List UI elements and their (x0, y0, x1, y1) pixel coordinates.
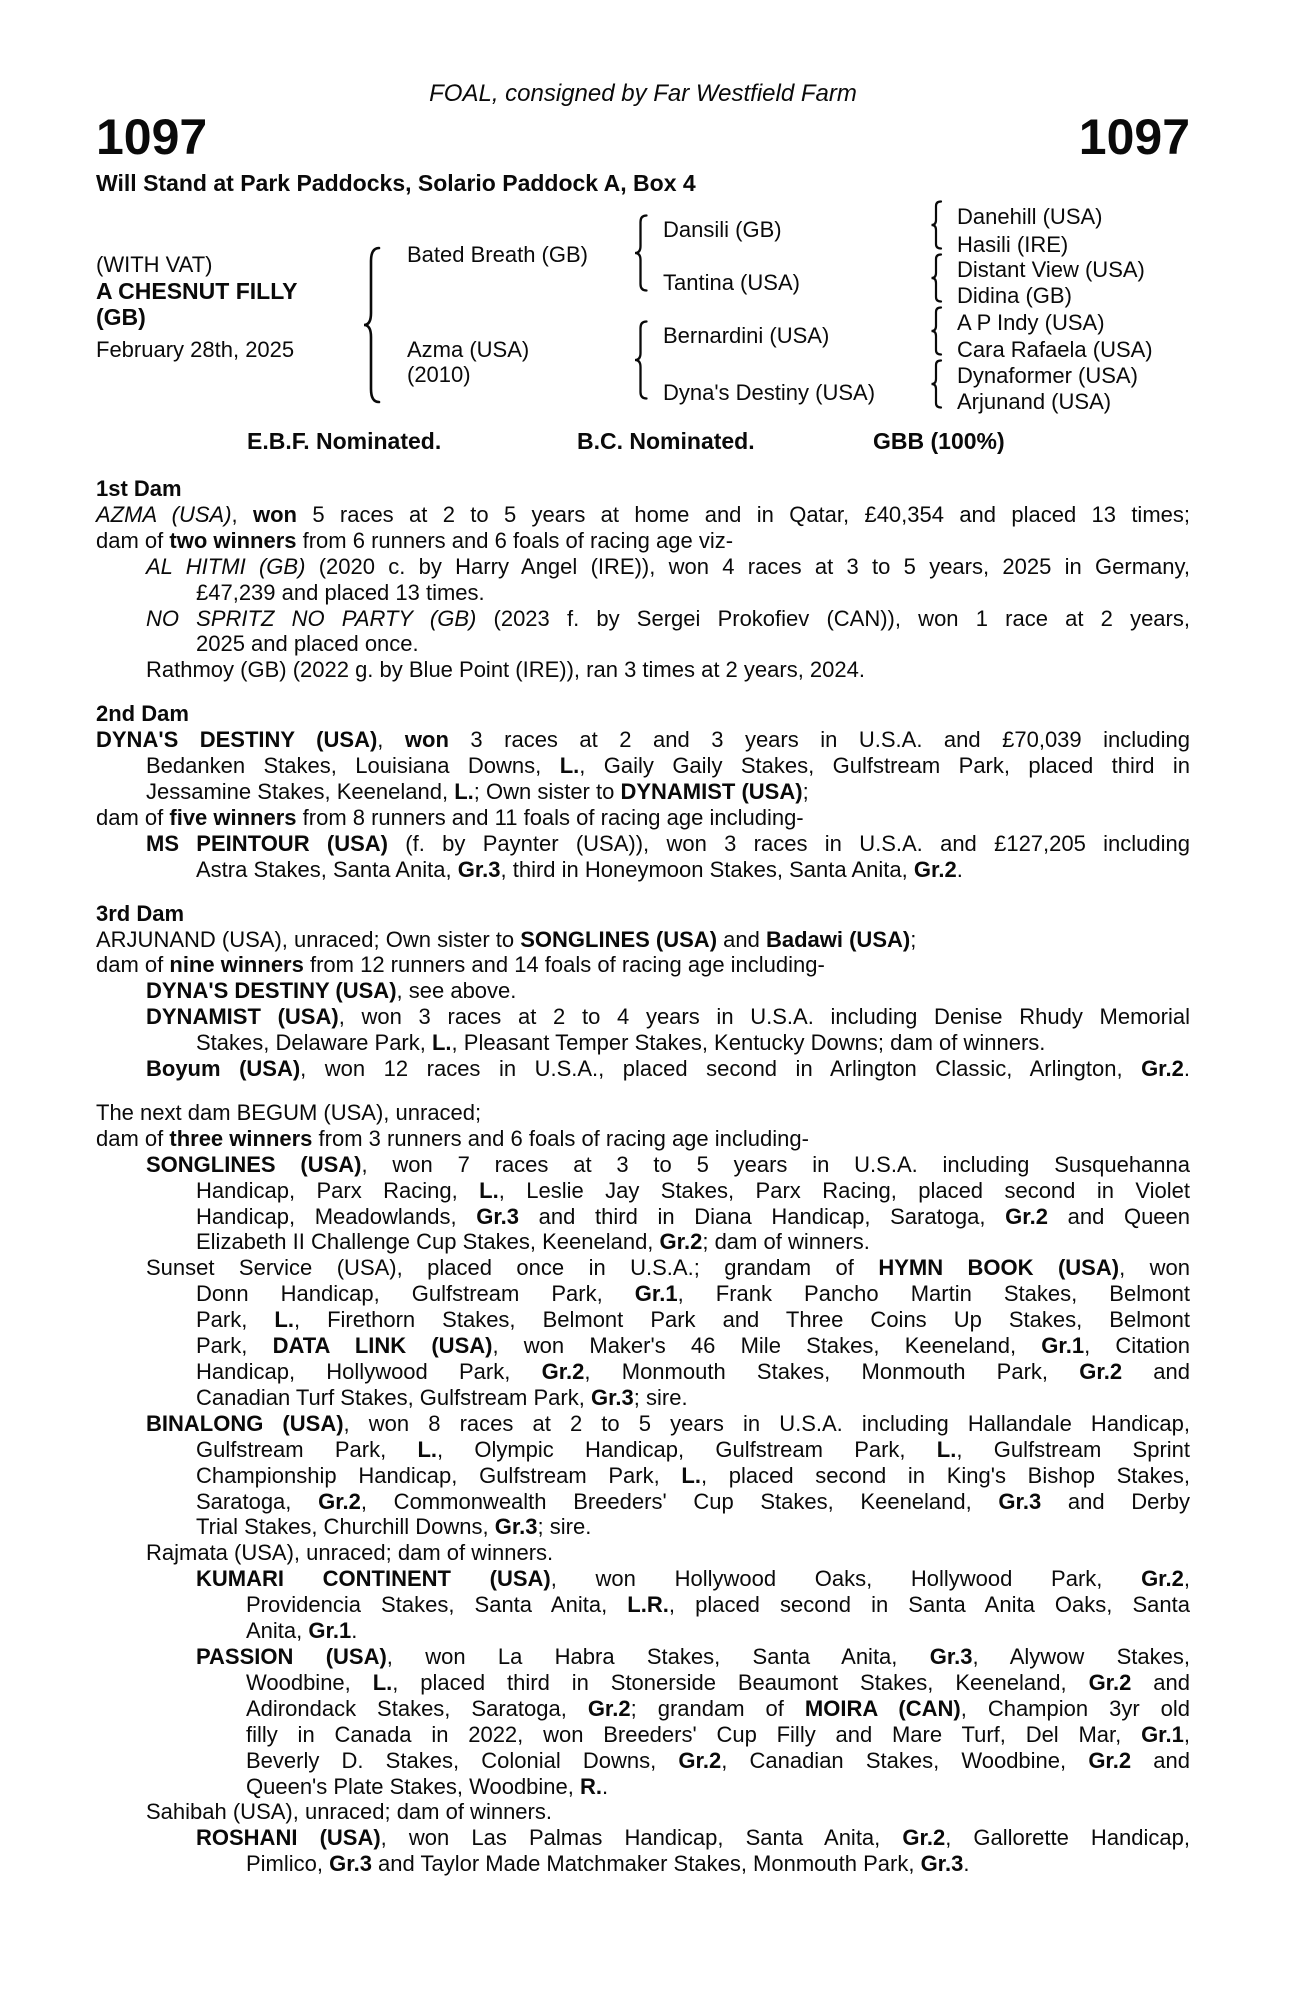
catalogue-line (96, 1592, 1190, 1618)
text-segment: Stakes, Delaware Park, (196, 1030, 432, 1056)
text-segment: (f. by Paynter (USA)), won 3 races in U.S.A. and £127,205 including (388, 830, 1191, 856)
text-segment: L. (559, 753, 580, 779)
text-segment: Gr.1 (308, 1618, 352, 1644)
text-segment: ; sire. (537, 1514, 592, 1540)
text-segment: Anita, (246, 1618, 309, 1644)
text-segment: from 12 runners and 14 foals of racing age including- (303, 952, 825, 978)
catalogue-line (96, 1644, 1190, 1670)
text-segment: filly in Canada in 2022, won Breeders' Cup Filly and Mare Turf, Del Mar, (246, 1721, 1142, 1747)
text-segment: , (1183, 1566, 1190, 1592)
text-segment: ; (910, 926, 917, 952)
catalogue-line (96, 1385, 1190, 1411)
text-segment: Sunset Service (USA), placed once in U.S.A.; grandam of (146, 1255, 879, 1281)
catalogue-line (96, 1748, 1190, 1774)
gen3-name: Arjunand (USA) (957, 389, 1112, 414)
text-segment: The next dam BEGUM (USA), unraced; (96, 1099, 482, 1125)
catalogue-line (96, 528, 1190, 554)
text-segment: , Gaily Gaily Stakes, Gulfstream Park, placed third in (579, 753, 1191, 779)
section-heading: 1st Dam (96, 476, 182, 501)
text-segment: . (963, 1851, 970, 1877)
section-heading: 2nd Dam (96, 701, 189, 727)
text-segment: Gr.2 (587, 1695, 631, 1721)
brace-icon (362, 246, 382, 404)
gen2-sire-sire: Dansili (GB) (663, 217, 782, 242)
text-segment: , won 3 races at 2 to 4 years in U.S.A. including Denise Rhudy Memorial (338, 1004, 1190, 1030)
text-segment: Gr.2 (1141, 1566, 1184, 1592)
catalogue (96, 476, 1190, 1877)
text-segment: , won (1119, 1255, 1190, 1281)
dam-section (96, 1100, 1190, 1877)
text-segment: DYNAMIST (USA) (620, 778, 803, 804)
section-heading: 3rd Dam (96, 900, 185, 926)
catalogue-line (96, 1670, 1190, 1696)
text-segment: , won 12 races in U.S.A., placed second in Arlington Classic, Arlington, (300, 1056, 1142, 1082)
text-segment: , won Maker's 46 Mile Stakes, Keeneland, (492, 1333, 1042, 1359)
text-segment: PASSION (USA) (196, 1643, 387, 1669)
text-segment: and third in Diana Handicap, Saratoga, (519, 1203, 1006, 1229)
text-segment: Elizabeth II Challenge Cup Stakes, Keeneland, (196, 1229, 660, 1255)
text-segment: BINALONG (USA) (146, 1410, 344, 1436)
text-segment: Gr.3 (329, 1851, 372, 1877)
gen3-name: Didina (GB) (957, 283, 1072, 308)
catalogue-line (96, 1825, 1190, 1851)
catalogue-line (96, 1618, 1190, 1644)
text-segment: L. (274, 1307, 294, 1333)
text-segment: ; sire. (633, 1384, 688, 1410)
text-segment: Gulfstream Park, (196, 1436, 418, 1462)
gen3-name: Hasili (IRE) (957, 232, 1069, 257)
catalogue-line (96, 1489, 1190, 1515)
catalogue-line (96, 753, 1190, 779)
gen3-name: Distant View (USA) (957, 257, 1145, 282)
text-segment: HYMN BOOK (USA) (878, 1255, 1120, 1281)
catalogue-line (96, 952, 1190, 978)
catalogue-line (96, 1851, 1190, 1877)
catalogue-line (96, 1722, 1190, 1748)
text-segment: and Taylor Made Matchmaker Stakes, Monmouth Park, (371, 1851, 921, 1877)
text-segment: , Gulfstream Sprint (956, 1436, 1191, 1462)
text-segment: Providencia Stakes, Santa Anita, (246, 1592, 628, 1618)
catalogue-line (96, 1437, 1190, 1463)
text-segment: Handicap, Hollywood Park, (196, 1359, 542, 1384)
catalogue-line (96, 502, 1190, 528)
text-segment: Jessamine Stakes, Keeneland, (146, 778, 455, 804)
text-segment: , placed third in Stonerside Beaumont Stakes, Keeneland, (392, 1669, 1089, 1695)
text-segment: , Canadian Stakes, Woodbine, (721, 1747, 1089, 1773)
text-segment: ARJUNAND (USA), unraced; Own sister to (96, 926, 521, 952)
gen3-name: Cara Rafaela (USA) (957, 337, 1153, 362)
catalogue-line (96, 727, 1190, 753)
text-segment: SONGLINES (USA) (520, 926, 718, 952)
catalogue-line (96, 857, 1190, 883)
text-segment: MS PEINTOUR (USA) (146, 830, 388, 856)
text-segment: AL HITMI (GB) (146, 553, 306, 579)
text-segment: Gr.3 (998, 1488, 1042, 1514)
catalogue-line (96, 978, 1190, 1004)
gbb-badge: GBB (100%) (873, 428, 1005, 454)
text-segment: from 6 runners and 6 foals of racing age viz- (296, 527, 734, 553)
text-segment: ; grandam of (630, 1695, 805, 1721)
catalogue-line (96, 1100, 1190, 1126)
text-segment: , (231, 501, 253, 527)
text-segment: Bedanken Stakes, Louisiana Downs, (146, 753, 560, 779)
text-segment: ROSHANI (USA) (196, 1825, 381, 1851)
lot-number-right: 1097 (1078, 109, 1190, 165)
catalogue-line (96, 1229, 1190, 1255)
text-segment: and Queen (1047, 1203, 1191, 1229)
dam-section (96, 701, 1190, 882)
text-segment: , Gallorette Handicap, (945, 1825, 1190, 1851)
text-segment: DYNA'S DESTINY (USA) (96, 727, 378, 753)
text-segment: Badawi (USA) (765, 926, 911, 952)
text-segment: , Champion 3yr old (960, 1695, 1191, 1721)
text-segment: L. (372, 1669, 393, 1695)
text-segment: won (404, 727, 449, 753)
text-segment: MOIRA (CAN) (804, 1695, 961, 1721)
text-segment: three winners (169, 1125, 313, 1151)
text-segment: Gr.2 (678, 1747, 722, 1773)
text-segment: Boyum (USA) (146, 1056, 301, 1082)
text-segment: ; Own sister to (473, 778, 621, 804)
text-segment: , third in Honeymoon Stakes, Santa Anita, (500, 856, 914, 882)
text-segment: Gr.2 (902, 1825, 946, 1851)
catalogue-line (96, 554, 1190, 580)
brace-icon (929, 200, 944, 250)
text-segment: Gr.2 (318, 1488, 361, 1514)
dam-section (96, 901, 1190, 1082)
text-segment: Park, (196, 1333, 273, 1359)
catalogue-line (96, 1030, 1190, 1056)
text-segment: , see above. (396, 978, 517, 1004)
text-segment: Beverly D. Stakes, Colonial Downs, (246, 1747, 679, 1773)
brace-icon (633, 214, 649, 292)
text-segment: Rajmata (USA), unraced; dam of winners. (146, 1540, 554, 1566)
text-segment: Gr.1 (1141, 1721, 1184, 1747)
text-segment: 3 races at 2 and 3 years in U.S.A. and £70,039 including (448, 727, 1190, 753)
text-segment: and (1122, 1359, 1190, 1384)
text-segment: dam of (96, 1125, 170, 1151)
gen2-sire-dam: Tantina (USA) (663, 270, 800, 295)
text-segment: . (602, 1773, 609, 1799)
bc-nomination: B.C. Nominated. (577, 428, 755, 454)
text-segment: L. (681, 1462, 701, 1488)
text-segment: , Citation (1084, 1333, 1191, 1359)
text-segment: , won 7 races at 3 to 5 years in U.S.A. including Susquehanna (361, 1151, 1190, 1177)
text-segment: nine winners (169, 952, 304, 978)
text-segment: Adirondack Stakes, Saratoga, (246, 1695, 588, 1721)
catalogue-line (96, 1126, 1190, 1152)
text-segment: 5 races at 2 to 5 years at home and in Qatar, £40,354 and placed 13 times; (296, 501, 1190, 527)
text-segment: , won Hollywood Oaks, Hollywood Park, (550, 1566, 1142, 1592)
subject-suffix: (GB) (96, 304, 146, 330)
text-segment: Gr.2 (1088, 1669, 1132, 1695)
text-segment: Canadian Turf Stakes, Gulfstream Park, (196, 1384, 591, 1410)
text-segment: Sahibah (USA), unraced; dam of winners. (146, 1799, 552, 1825)
catalogue-line (96, 1566, 1190, 1592)
brace-icon (929, 359, 944, 409)
text-segment: Gr.2 (1079, 1359, 1123, 1384)
text-segment: L. (454, 778, 474, 804)
text-segment: Gr.2 (1005, 1203, 1048, 1229)
catalogue-line (96, 1152, 1190, 1178)
text-segment: Gr.2 (1088, 1747, 1132, 1773)
text-segment: , won Las Palmas Handicap, Santa Anita, (380, 1825, 903, 1851)
text-segment: dam of (96, 952, 170, 978)
text-segment: ; (802, 778, 809, 804)
brace-icon (929, 253, 944, 303)
text-segment: Gr.2 (541, 1359, 585, 1384)
catalogue-line (96, 606, 1190, 632)
text-segment: and (1131, 1747, 1190, 1773)
text-segment: (2023 f. by Sergei Prokofiev (CAN)), won 1 race at 2 years, (476, 605, 1190, 631)
catalogue-line (96, 1774, 1190, 1800)
text-segment: L. (479, 1177, 499, 1203)
consignment-line: FOAL, consigned by Far Westfield Farm (429, 80, 857, 107)
text-segment: Trial Stakes, Churchill Downs, (196, 1514, 495, 1540)
text-segment: L.R. (627, 1592, 669, 1618)
text-segment: Handicap, Meadowlands, (196, 1203, 477, 1229)
text-segment: from 8 runners and 11 foals of racing age including- (296, 804, 804, 830)
catalogue-line (96, 1696, 1190, 1722)
dam-name: Azma (USA) (407, 337, 530, 362)
text-segment: Astra Stakes, Santa Anita, (196, 856, 458, 882)
catalogue-line (96, 1255, 1190, 1281)
text-segment: from 3 runners and 6 foals of racing age including- (312, 1125, 809, 1151)
catalogue-line (96, 1004, 1190, 1030)
catalogue-line (96, 1056, 1190, 1082)
text-segment: and Derby (1041, 1488, 1190, 1514)
text-segment: , won 8 races at 2 to 5 years in U.S.A. including Hallandale Handicap, (343, 1410, 1190, 1436)
gen3-name: A P Indy (USA) (957, 310, 1105, 335)
text-segment: Gr.3 (929, 1643, 973, 1669)
ebf-nomination: E.B.F. Nominated. (247, 428, 442, 454)
catalogue-line (96, 1463, 1190, 1489)
text-segment: Saratoga, (196, 1488, 319, 1514)
catalogue-line (96, 1333, 1190, 1359)
dam-section (96, 476, 1190, 683)
text-segment: won (252, 501, 297, 527)
text-segment: . (351, 1618, 358, 1644)
text-segment: Pimlico, (246, 1851, 330, 1877)
text-segment: (2020 c. by Harry Angel (IRE)), won 4 races at 3 to 5 years, 2025 in Germany, (305, 553, 1190, 579)
dam-year: (2010) (407, 362, 471, 387)
catalogue-line (96, 631, 1190, 657)
text-segment: Donn Handicap, Gulfstream Park, (196, 1281, 635, 1307)
lot-number-left: 1097 (96, 109, 208, 165)
text-segment: dam of (96, 804, 170, 830)
catalogue-line (96, 1359, 1190, 1385)
text-segment: , Alywow Stakes, (972, 1643, 1190, 1669)
catalogue-line (96, 580, 1190, 606)
text-segment: , (1183, 1721, 1190, 1747)
subject-name: A CHESNUT FILLY (96, 278, 298, 304)
text-segment: two winners (169, 527, 297, 553)
gen2-dam-sire: Bernardini (USA) (663, 323, 830, 348)
catalogue-line (96, 805, 1190, 831)
text-segment: KUMARI CONTINENT (USA) (196, 1566, 551, 1592)
text-segment: Gr.1 (1041, 1333, 1085, 1359)
text-segment: , won La Habra Stakes, Santa Anita, (386, 1643, 930, 1669)
text-segment: L. (936, 1436, 957, 1462)
catalogue-line (96, 779, 1190, 805)
text-segment: Park, (196, 1307, 275, 1333)
text-segment: , placed second in King's Bishop Stakes, (700, 1462, 1190, 1488)
text-segment: , (377, 727, 405, 753)
text-segment: , Frank Pancho Martin Stakes, Belmont (677, 1281, 1190, 1307)
text-segment: L. (417, 1436, 437, 1462)
gen3-name: Dynaformer (USA) (957, 363, 1138, 388)
catalogue-line (96, 1540, 1190, 1566)
text-segment: Gr.3 (476, 1203, 520, 1229)
sire-name: Bated Breath (GB) (407, 242, 588, 267)
text-segment: DYNA'S DESTINY (USA) (146, 978, 397, 1004)
brace-icon (633, 320, 649, 400)
text-segment: Gr.1 (634, 1281, 678, 1307)
text-segment: L. (431, 1030, 452, 1056)
text-segment: SONGLINES (USA) (146, 1151, 362, 1177)
text-segment: DYNAMIST (USA) (146, 1004, 339, 1030)
text-segment: Gr.3 (494, 1514, 538, 1540)
text-segment: £47,239 and placed 13 times. (196, 579, 485, 605)
text-segment: Championship Handicap, Gulfstream Park, (196, 1462, 682, 1488)
text-segment: , Firethorn Stakes, Belmont Park and Three Coins Up Stakes, Belmont (293, 1307, 1190, 1333)
catalogue-line (96, 1204, 1190, 1230)
text-segment: Gr.2 (913, 856, 957, 882)
text-segment: Queen's Plate Stakes, Woodbine, (246, 1773, 580, 1799)
text-segment: Gr.3 (590, 1384, 634, 1410)
text-segment: Rathmoy (GB) (2022 g. by Blue Point (IRE)), ran 3 times at 2 years, 2024. (146, 657, 865, 683)
with-vat-label: (WITH VAT) (96, 252, 213, 277)
foaling-date: February 28th, 2025 (96, 337, 295, 362)
text-segment: AZMA (USA) (96, 501, 232, 527)
text-segment: , Monmouth Stakes, Monmouth Park, (584, 1359, 1080, 1384)
catalogue-line (96, 1178, 1190, 1204)
text-segment: 2025 and placed once. (196, 631, 419, 657)
text-segment: Gr.3 (920, 1851, 964, 1877)
catalogue-line (96, 927, 1190, 953)
text-segment: , Olympic Handicap, Gulfstream Park, (437, 1436, 937, 1462)
brace-icon (929, 306, 944, 356)
text-segment: . (1183, 1056, 1190, 1082)
text-segment: , Commonwealth Breeders' Cup Stakes, Keeneland, (360, 1488, 999, 1514)
text-segment: dam of (96, 527, 170, 553)
text-segment: , Leslie Jay Stakes, Parx Racing, placed second in Violet (498, 1177, 1190, 1203)
text-segment: Gr.2 (659, 1229, 703, 1255)
catalogue-line (96, 1799, 1190, 1825)
text-segment: Woodbine, (246, 1669, 373, 1695)
text-segment: DATA LINK (USA) (272, 1333, 493, 1359)
text-segment: ; dam of winners. (702, 1229, 870, 1255)
text-segment: R. (580, 1773, 602, 1799)
text-segment: , Pleasant Temper Stakes, Kentucky Downs; dam of winners. (451, 1030, 1046, 1056)
catalogue-line (96, 831, 1190, 857)
catalogue-line (96, 1307, 1190, 1333)
text-segment: Gr.2 (1141, 1056, 1184, 1082)
catalogue-line (96, 1411, 1190, 1437)
gen2-dam-dam: Dyna's Destiny (USA) (663, 380, 876, 405)
text-segment: , placed second in Santa Anita Oaks, Santa (668, 1592, 1190, 1618)
catalogue-line (96, 1514, 1190, 1540)
text-segment: Handicap, Parx Racing, (196, 1177, 480, 1203)
text-segment: and (717, 926, 766, 952)
stand-location-line: Will Stand at Park Paddocks, Solario Paddock A, Box 4 (96, 170, 696, 196)
text-segment: and (1131, 1669, 1190, 1695)
text-segment: five winners (169, 804, 297, 830)
gen3-name: Danehill (USA) (957, 204, 1103, 229)
catalogue-line (96, 657, 1190, 683)
text-segment: NO SPRITZ NO PARTY (GB) (146, 605, 477, 631)
text-segment: . (956, 856, 963, 882)
text-segment: Gr.3 (457, 856, 501, 882)
catalogue-line (96, 1281, 1190, 1307)
